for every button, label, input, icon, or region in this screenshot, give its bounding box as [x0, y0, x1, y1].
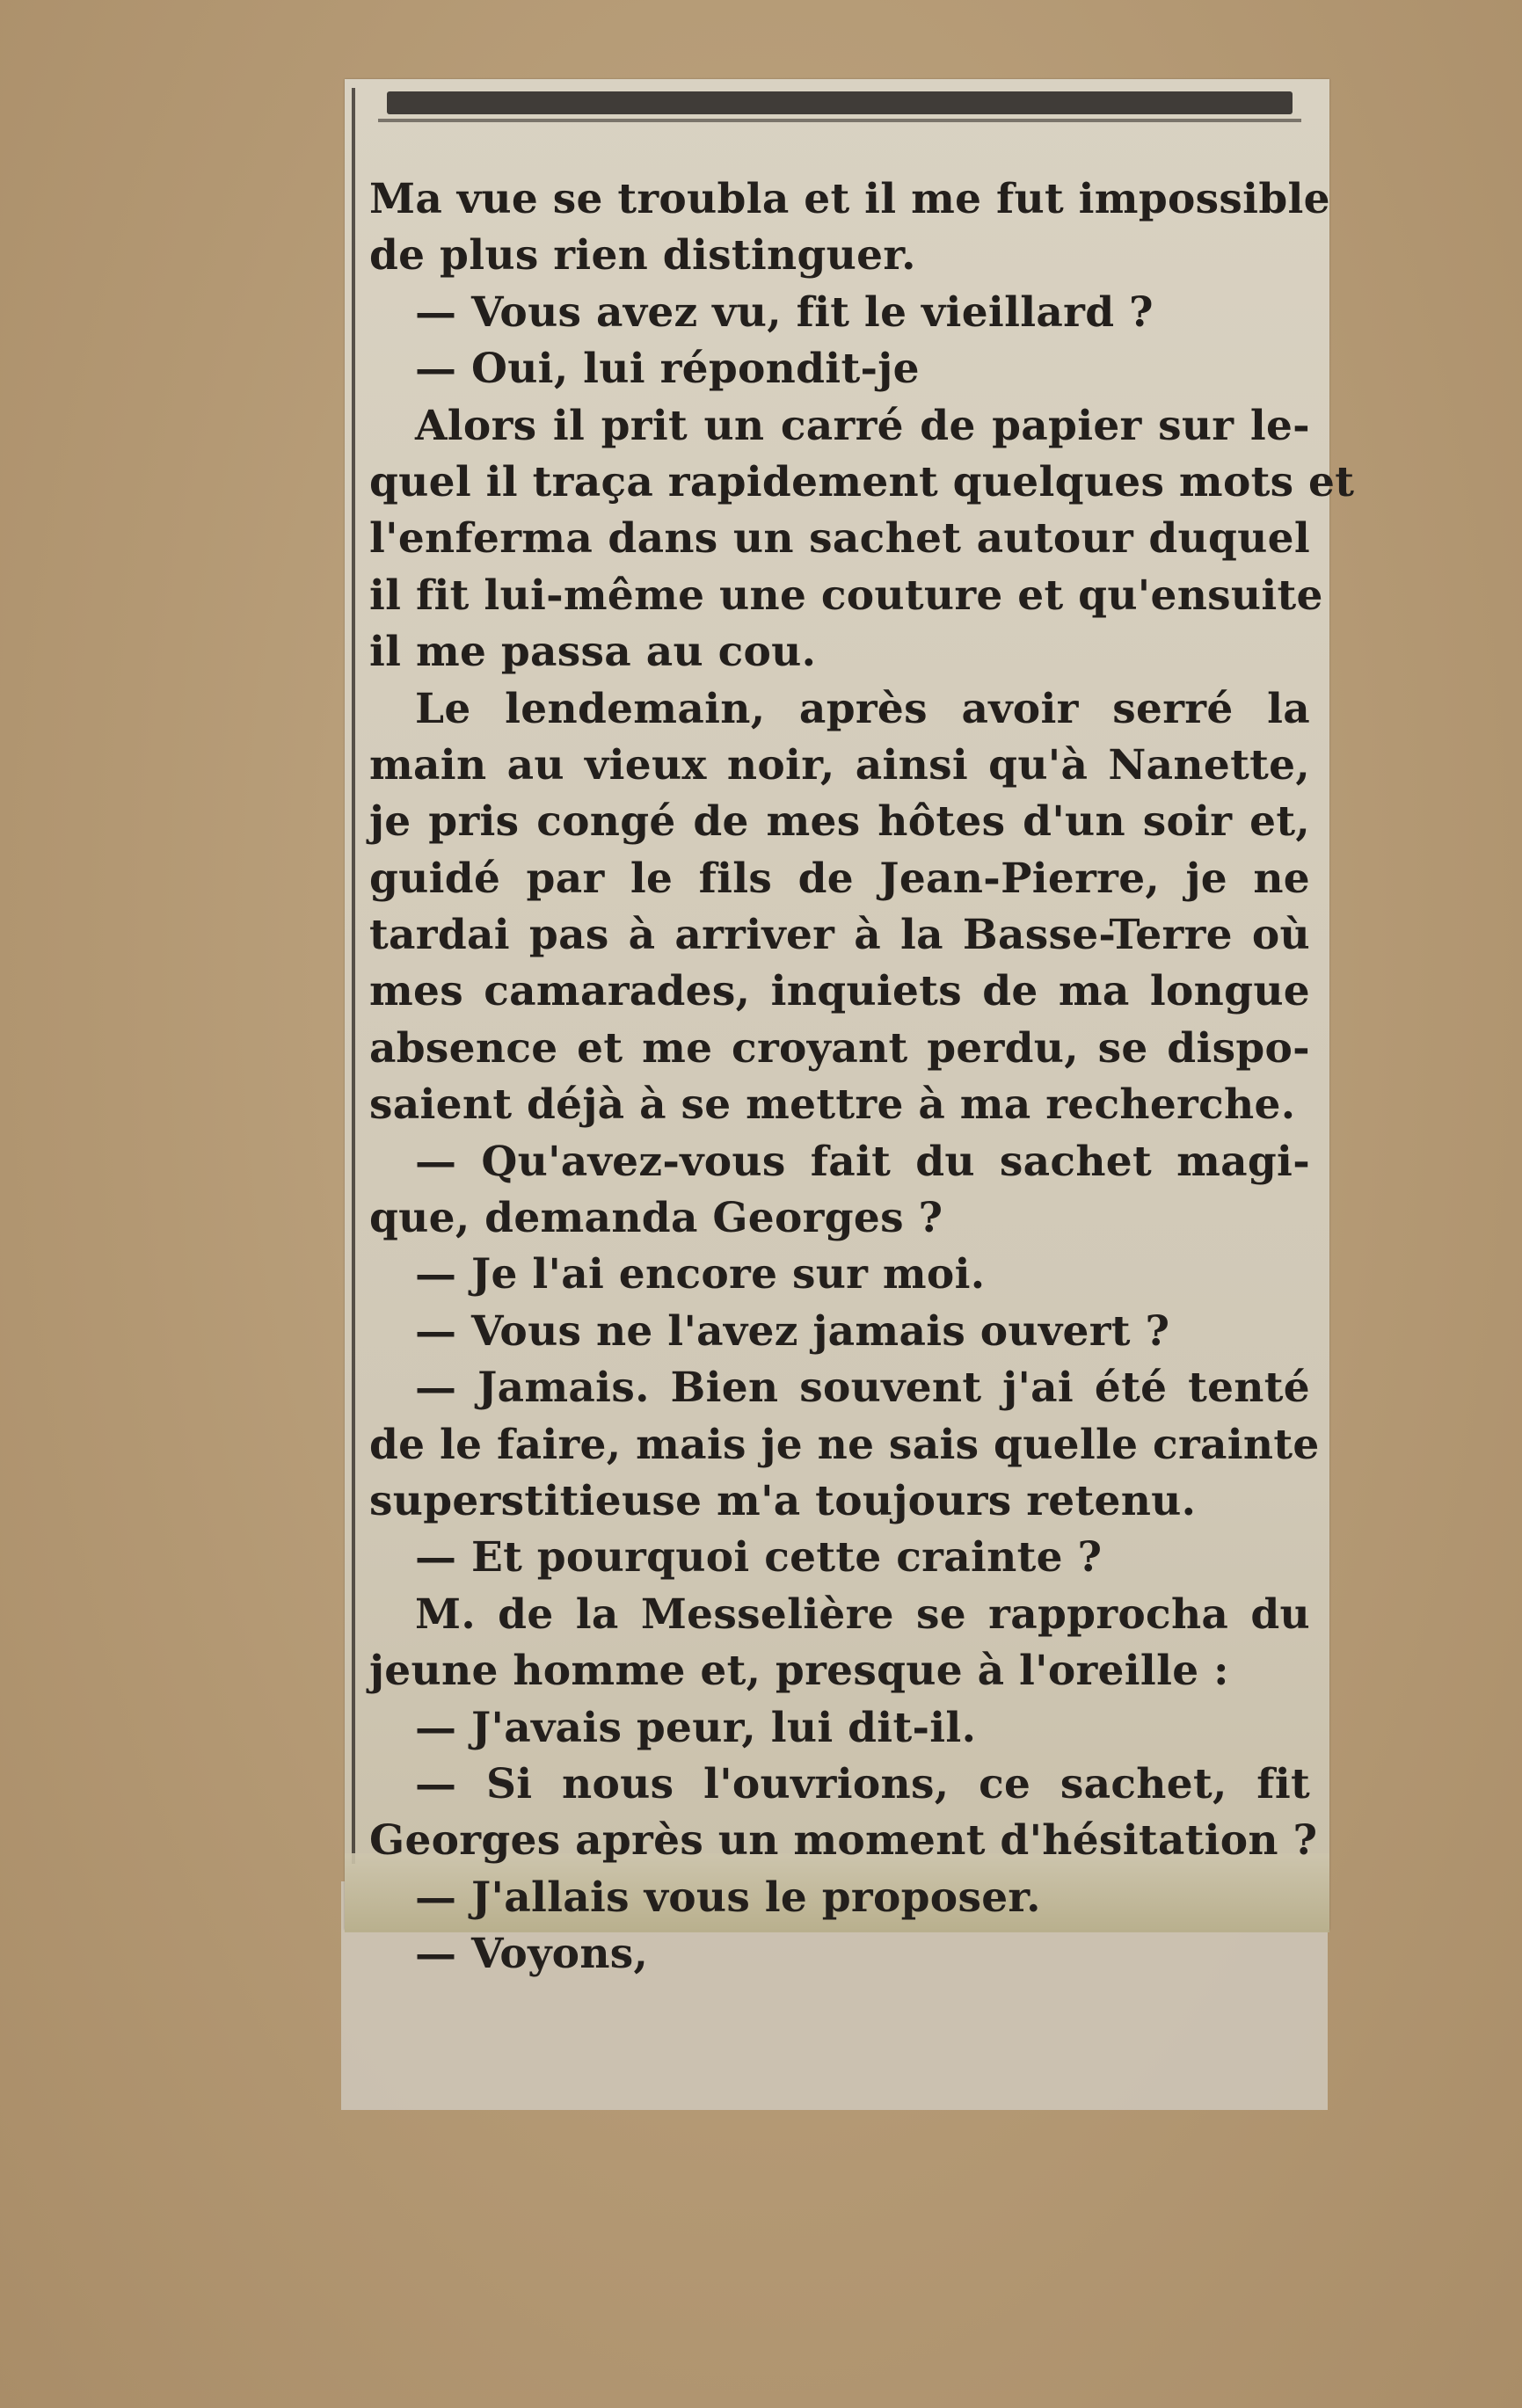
- article-line: de le faire, mais je ne sais quelle crainte: [369, 1420, 1320, 1469]
- article-line: que, demanda Georges ?: [369, 1194, 943, 1243]
- article-line: l'enferma dans un sachet autour duquel: [369, 514, 1310, 564]
- article-line: saient déjà à se mettre à ma recherche.: [369, 1080, 1296, 1130]
- article-line: M. de la Messelière se rapprocha du: [415, 1590, 1310, 1639]
- article-line: quel il traça rapidement quelques mots et: [369, 457, 1355, 506]
- article-line: — J'allais vous le proposer.: [415, 1873, 1041, 1922]
- article-line: — J'avais peur, lui dit-il.: [415, 1703, 977, 1752]
- article-line: — Qu'avez-vous fait du sachet magi-: [415, 1137, 1310, 1186]
- article-line: — Vous ne l'avez jamais ouvert ?: [415, 1306, 1170, 1356]
- article-line: — Et pourquoi cette crainte ?: [415, 1533, 1103, 1582]
- article-line: Alors il prit un carré de papier sur le-: [415, 401, 1310, 450]
- clipping-left-rule: [352, 88, 355, 1864]
- article-line: Ma vue se troubla et il me fut impossible: [369, 175, 1330, 223]
- article-line: il fit lui-même une couture et qu'ensuite: [369, 571, 1323, 620]
- article-line: — Vous avez vu, fit le vieillard ?: [415, 287, 1154, 337]
- article-line: jeune homme et, presque à l'oreille :: [369, 1647, 1229, 1696]
- article-line: main au vieux noir, ainsi qu'à Nanette,: [369, 740, 1310, 789]
- article-line: — Jamais. Bien souvent j'ai été tenté: [415, 1364, 1310, 1413]
- article-line: — Voyons,: [415, 1930, 649, 1979]
- clipping-top-rule: [387, 91, 1293, 114]
- article-line: guidé par le fils de Jean-Pierre, je ne: [369, 854, 1310, 903]
- article-line: — Si nous l'ouvrions, ce sachet, fit: [415, 1759, 1310, 1808]
- article-line: superstitieuse m'a toujours retenu.: [369, 1476, 1197, 1525]
- article-line: absence et me croyant perdu, se dispo-: [369, 1023, 1310, 1073]
- article-line: je pris congé de mes hôtes d'un soir et,: [369, 797, 1310, 847]
- article-line: mes camarades, inquiets de ma longue: [369, 967, 1310, 1016]
- article-line: il me passa au cou.: [369, 628, 817, 677]
- article-line: — Oui, lui répondit-je: [415, 345, 920, 394]
- article-line: de plus rien distinguer.: [369, 231, 916, 280]
- article-line: Georges après un moment d'hésitation ?: [369, 1816, 1318, 1866]
- article-text: [369, 171, 1355, 1983]
- article-line: tardai pas à arriver à la Basse-Terre où: [369, 911, 1310, 960]
- article-line: — Je l'ai encore sur moi.: [415, 1250, 986, 1299]
- article-line: Le lendemain, après avoir serré la: [415, 684, 1310, 733]
- clipping-top-rule-thin: [378, 119, 1301, 122]
